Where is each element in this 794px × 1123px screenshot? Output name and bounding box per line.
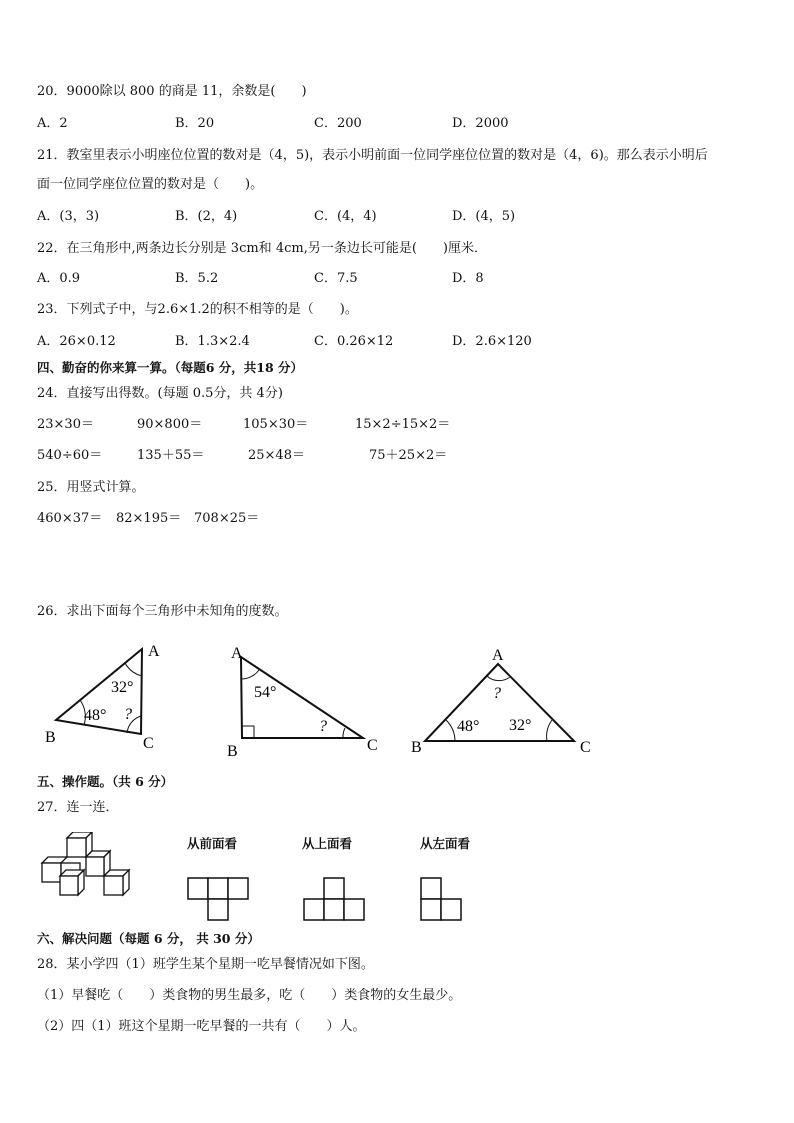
q23-option-d: D．2.6×120 — [452, 334, 532, 349]
q23-stem: 23．下列式子中，与2.6×1.2的积不相等的是（ )。 — [37, 302, 358, 317]
q28-part2: （2）四（1）班这个星期一吃早餐的一共有（ ）人。 — [37, 1019, 366, 1034]
q24-r2-item1: 540÷60＝ — [37, 448, 103, 463]
q20-stem: 20．9000除以 800 的商是 11，余数是( ) — [37, 84, 307, 99]
q24-r2-item2: 135＋55＝ — [137, 448, 205, 463]
q28-stem: 28．某小学四（1）班学生某个星期一吃早餐情况如下图。 — [37, 957, 374, 972]
q24-r2-item4: 75＋25×2＝ — [369, 448, 448, 463]
q23-option-b: B．1.3×2.4 — [175, 334, 250, 349]
q22-option-d: D．8 — [452, 271, 484, 286]
q27-stem: 27．连一连． — [37, 800, 119, 815]
triangle-1-angle-a: 32° — [111, 679, 134, 696]
view-label-top: 从上面看 — [302, 836, 353, 851]
q24-stem: 24．直接写出得数。(每题 0.5分，共 4分) — [37, 386, 283, 401]
triangle-1 — [45, 643, 160, 752]
triangle-1-vertex-a: A — [148, 643, 160, 660]
triangle-2-vertex-a: A — [231, 645, 243, 662]
q21-option-b: B．(2，4) — [175, 209, 238, 224]
q24-r1-item1: 23×30＝ — [37, 417, 94, 432]
q27-cube-stack — [40, 832, 136, 904]
q25-stem: 25．用竖式计算。 — [37, 480, 145, 495]
triangle-3 — [411, 647, 591, 756]
q25-item3: 708×25＝ — [194, 511, 260, 526]
triangle-1-angle-b: 48° — [84, 707, 107, 724]
view-label-front: 从前面看 — [187, 836, 238, 851]
q21-option-c: C．(4，4) — [314, 209, 377, 224]
triangle-2-angle-a: 54° — [254, 684, 277, 701]
triangle-3-angle-b: 48° — [457, 718, 480, 735]
q26-triangles-figure — [0, 640, 794, 770]
triangle-3-angle-a: ? — [493, 685, 501, 702]
section-4-heading: 四、勤奋的你来算一算。（每题6 分，共18 分） — [37, 360, 304, 375]
triangle-1-vertex-c: C — [143, 735, 154, 752]
q23-option-c: C．0.26×12 — [314, 334, 394, 349]
q28-part1: （1）早餐吃（ ）类食物的男生最多，吃（ ）类食物的女生最少。 — [37, 988, 462, 1003]
q20-option-c: C．200 — [314, 116, 362, 131]
q24-r1-item3: 105×30＝ — [243, 417, 309, 432]
q22-option-c: C．7.5 — [314, 271, 358, 286]
triangle-2-vertex-c: C — [367, 737, 378, 754]
q22-stem: 22．在三角形中,两条边长分别是 3cm和 4cm,另一条边长可能是( )厘米． — [37, 241, 487, 256]
q26-stem: 26．求出下面每个三角形中未知角的度数。 — [37, 604, 288, 619]
triangle-3-vertex-c: C — [580, 739, 591, 756]
triangle-3-vertex-b: B — [411, 739, 422, 756]
q23-option-a: A．26×0.12 — [37, 334, 116, 349]
triangle-2 — [227, 645, 378, 760]
q21-option-d: D．(4，5) — [452, 209, 516, 224]
view-label-left: 从左面看 — [420, 836, 471, 851]
q20-option-a: A．2 — [37, 116, 68, 131]
q24-r2-item3: 25×48＝ — [248, 448, 305, 463]
q22-option-a: A．0.9 — [37, 271, 81, 286]
q25-item2: 82×195＝ — [116, 511, 182, 526]
q22-option-b: B．5.2 — [175, 271, 219, 286]
q24-r1-item4: 15×2÷15×2＝ — [355, 417, 451, 432]
triangle-3-angle-c: 32° — [509, 717, 532, 734]
section-5-heading: 五、操作题。（共 6 分） — [37, 774, 174, 789]
q20-option-b: B．20 — [175, 116, 215, 131]
q21-option-a: A．(3，3) — [37, 209, 100, 224]
triangle-3-vertex-a: A — [492, 647, 504, 664]
view-shape-3 — [419, 876, 465, 922]
q24-r1-item2: 90×800＝ — [137, 417, 203, 432]
triangle-2-vertex-b: B — [227, 743, 238, 760]
q25-item1: 460×37＝ — [37, 511, 103, 526]
q21-stem-line2: 面一位同学座位位置的数对是（ )。 — [37, 177, 264, 192]
section-6-heading: 六、解决问题（每题 6 分， 共 30 分） — [37, 931, 260, 946]
triangle-1-angle-c: ? — [124, 706, 132, 723]
triangle-2-angle-c: ? — [319, 718, 327, 735]
view-shape-1 — [186, 876, 252, 922]
view-shape-2 — [302, 876, 368, 922]
triangle-1-vertex-b: B — [45, 729, 56, 746]
q20-option-d: D．2000 — [452, 116, 509, 131]
q21-stem-line1: 21．教室里表示小明座位位置的数对是（4，5)，表示小明前面一位同学座位位置的数对是（4，6)。那么表示小明后 — [37, 148, 708, 163]
